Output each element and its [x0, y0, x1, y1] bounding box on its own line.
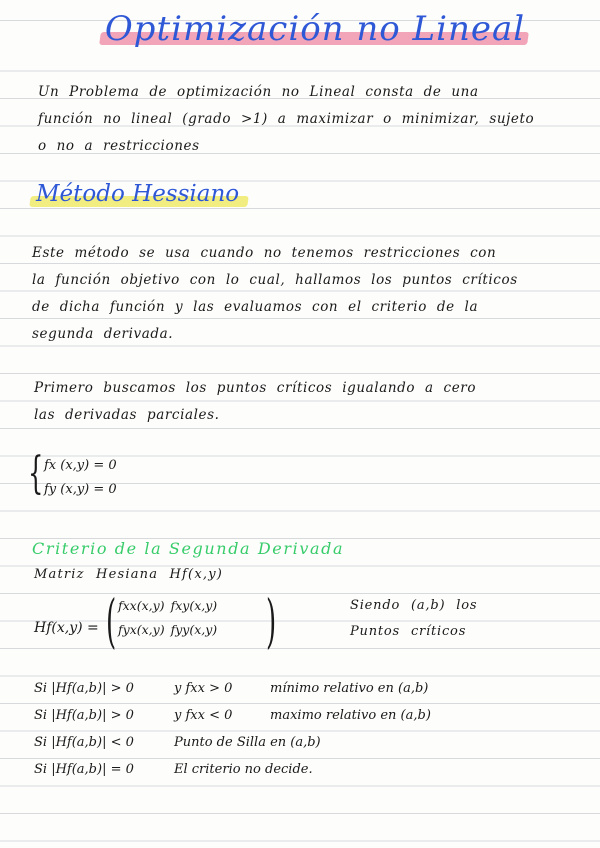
note-line: Puntos críticos: [350, 624, 467, 639]
hessian-lhs: Hf(x,y) =: [34, 620, 99, 636]
matrix-label: Matriz Hesiana Hf(x,y): [34, 567, 224, 582]
rule-result: mínimo relativo en (a,b): [270, 681, 429, 696]
matrix-right-paren: ): [266, 587, 277, 655]
rule-condition: Si |Hf(a,b)| > 0: [34, 708, 134, 723]
first-step-line: Primero buscamos los puntos críticos igualando a cero: [34, 380, 477, 396]
description-line: la función objetivo con lo cual, hallamos los puntos críticos: [32, 272, 518, 288]
intro-paragraph: [38, 79, 534, 160]
intro-line: función no lineal (grado >1) a maximizar o minimizar, sujeto: [38, 111, 535, 127]
rule-extra: Punto de Silla en (a,b): [174, 735, 321, 750]
criterion-title: Criterio de la Segunda Derivada: [32, 539, 345, 558]
note-line: Siendo (a,b) los: [350, 598, 478, 613]
matrix-cell: fyx(x,y): [118, 622, 165, 637]
description-line: Este método se usa cuando no tenemos restricciones con: [32, 245, 497, 261]
rule-extra: y fxx < 0: [174, 708, 233, 723]
matrix-cell: fyy(x,y): [170, 622, 218, 637]
intro-line: o no a restricciones: [38, 138, 200, 154]
matrix-left-paren: (: [106, 587, 117, 655]
page-title: Optimización no Lineal: [104, 9, 526, 49]
matrix-cell: fxy(x,y): [170, 598, 218, 613]
intro-line: Un Problema de optimización no Lineal consta de una: [38, 84, 479, 100]
critical-points-note: [350, 593, 477, 645]
first-step-line: las derivadas parciales.: [34, 407, 220, 423]
description-line: de dicha función y las evaluamos con el criterio de la: [32, 299, 479, 315]
rule-result: maximo relativo en (a,b): [270, 708, 431, 723]
hessian-matrix: [118, 594, 223, 642]
rule-condition: Si |Hf(a,b)| > 0: [34, 681, 134, 696]
system-brace: {: [28, 448, 44, 499]
equation-fy: fy (x,y) = 0: [44, 482, 117, 497]
description-line: segunda derivada.: [32, 326, 174, 342]
method-description: [32, 240, 518, 348]
rule-condition: Si |Hf(a,b)| < 0: [34, 735, 134, 750]
rule-extra: y fxx > 0: [174, 681, 233, 696]
first-step-paragraph: [34, 375, 476, 429]
rule-condition: Si |Hf(a,b)| = 0: [34, 762, 134, 777]
rule-extra: El criterio no decide.: [174, 762, 313, 777]
equation-fx: fx (x,y) = 0: [44, 458, 117, 473]
equation-system: [44, 454, 117, 502]
section-title: Método Hessiano: [36, 181, 240, 207]
matrix-cell: fxx(x,y): [118, 598, 165, 613]
